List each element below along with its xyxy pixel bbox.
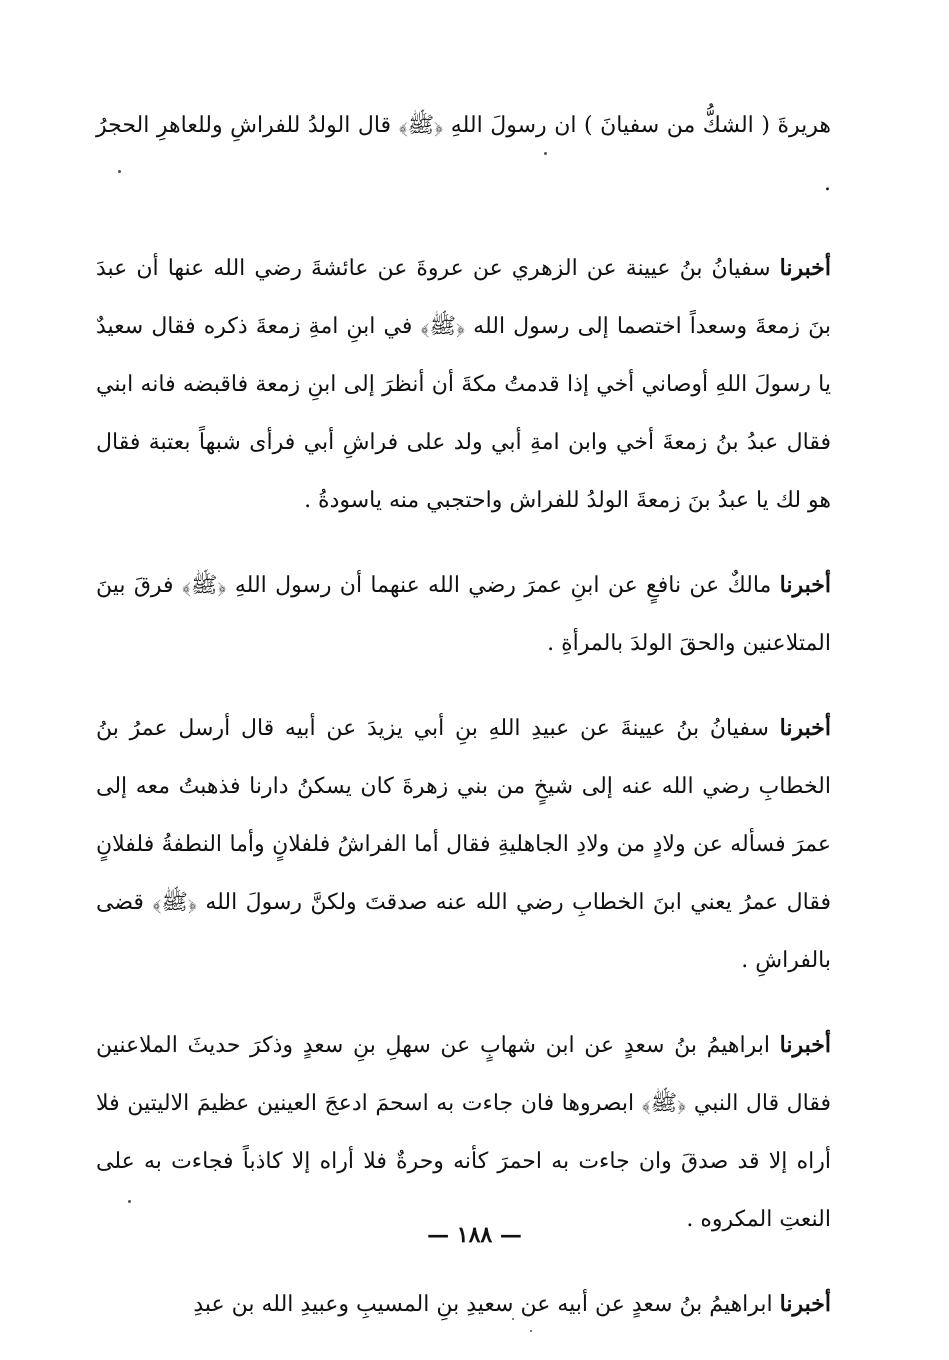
paragraph-text: سفيانُ بنُ عيينةَ عن عبيدِ اللهِ بنِ أبي يزيدَ عن أبيه قال أرسل عمرُ بنُ الخطابِ رضي الله عنه إلى شيخٍ من بني زهرةَ كان يسكنُ دارنا فذهبتُ معه إلى عمرَ فسأله عن ولادٍ من ولادِ الجاهليةِ فقال أما الفراشُ فلفلانٍ وأما النطفةُ فلفلانٍ فقال عمرُ يعني ابنَ الخطابِ رضي الله عنه صدقتَ ولكنَّ رسولَ الله ﴿ﷺ﴾ قضى بالفراشِ . bbox=[96, 716, 831, 973]
paragraph-text: ابراهيمُ بنُ سعدٍ عن ابن شهابٍ عن سهلِ بنِ سعدٍ وذكرَ حديثَ الملاعنين فقال قال النبي ﴿ﷺ﴾ ابصروها فان جاءت به اسحمَ ادعجَ العينين عظيمَ الاليتين فلا أراه إلا قد صدقَ وان جاءت به احمرَ كأنه وحرةٌ فلا أراه إلا كاذباً فجاءت به على النعتِ المكروه . bbox=[96, 1033, 831, 1232]
page-number: — ١٨٨ — bbox=[427, 1222, 522, 1248]
paragraph-text: هريرةَ ( الشكُّ من سفيانَ ) ان رسولَ اللهِ ﴿ﷺ﴾ قال الولدُ للفراشِ وللعاهرِ الحجرُ . bbox=[96, 113, 831, 196]
paragraph-hadith-2 bbox=[96, 556, 831, 673]
paragraph-text: سفيانُ بنُ عيينة عن الزهري عن عروةَ عن عائشةَ رضي الله عنها أن عبدَ بنَ زمعةَ وسعداً اختصما إلى رسول الله ﴿ﷺ﴾ في ابنِ امةِ زمعةَ ذكره فقال سعيدٌ يا رسولَ اللهِ أوصاني أخي إذا قدمتُ مكةَ أن أنظرَ إلى ابنِ زمعة فاقبضه فانه ابني فقال عبدُ بنُ زمعةَ أخي وابن امةِ أبي ولد على فراشِ أبي فرأى شبهاً بعتبة فقال هو لك يا عبدُ بنَ زمعةَ الولدُ للفراش واحتجبي منه ياسودةُ . bbox=[96, 256, 831, 513]
paragraph-text: مالكٌ عن نافعٍ عن ابنِ عمرَ رضي الله عنهما أن رسول اللهِ ﴿ﷺ﴾ فرقَ بينَ المتلاعنين والحقَ الولدَ بالمرأةِ . bbox=[96, 573, 831, 656]
paragraph-hadith-4 bbox=[96, 1016, 831, 1249]
paragraph-lead: أخبرنا bbox=[779, 1032, 831, 1058]
paragraph-lead: أخبرنا bbox=[779, 255, 831, 281]
scan-speck bbox=[512, 1318, 514, 1320]
scan-speck bbox=[118, 170, 121, 173]
paragraph-text: ابراهيمُ بنُ سعدٍ عن أبيه عن سعيدِ بنِ المسيبِ وعبيدِ الله بن عبدِ bbox=[193, 1292, 780, 1317]
paragraph-lead: أخبرنا bbox=[779, 572, 831, 598]
scan-speck bbox=[530, 1330, 532, 1332]
paragraph-continuation bbox=[96, 96, 831, 213]
paragraph-lead: أخبرنا bbox=[779, 1291, 831, 1317]
paragraph-lead: أخبرنا bbox=[779, 715, 831, 741]
paragraph-hadith-5 bbox=[96, 1275, 831, 1334]
body-text bbox=[96, 96, 831, 1360]
paragraph-hadith-3 bbox=[96, 699, 831, 990]
paragraph-hadith-1 bbox=[96, 239, 831, 530]
scan-speck bbox=[544, 152, 547, 155]
scan-speck bbox=[128, 1200, 131, 1203]
